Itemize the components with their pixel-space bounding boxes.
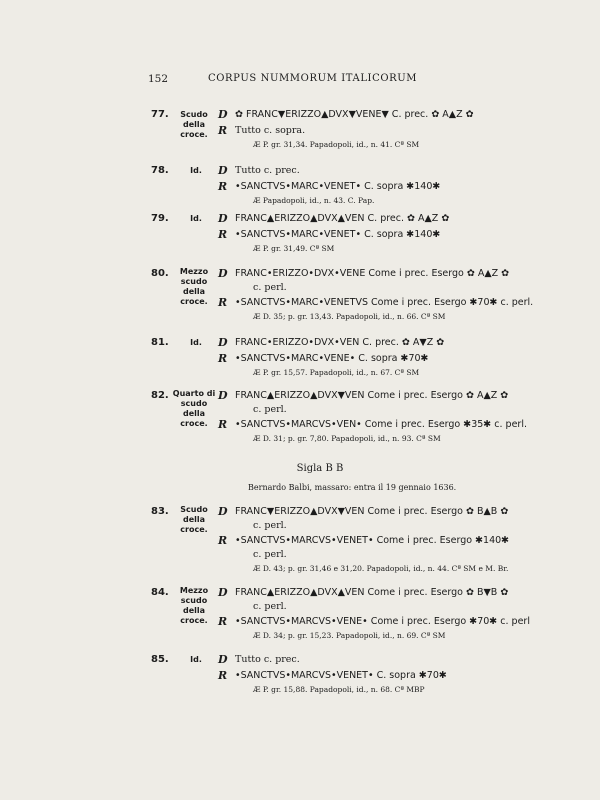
reverse-symbol: R	[218, 296, 228, 309]
entry-number: 78.	[151, 165, 169, 176]
obverse-continuation: c. perl.	[253, 282, 287, 293]
obverse-symbol: D	[218, 586, 228, 599]
entry-number: 85.	[151, 654, 169, 665]
reference-line: Æ P. gr. 31,34. Papadopoli, id., n. 41. Cª SM	[253, 140, 420, 149]
obverse-symbol: D	[218, 108, 228, 121]
obverse-symbol: D	[218, 505, 228, 518]
reverse-legend: •SANCTVS•MARCVS•VENET• Come i prec. Esergo ✱140✱	[235, 535, 510, 546]
obverse-legend: ✿ FRANC▼ERIZZO▲DVX▼VENE▼ C. prec. ✿ A▲Z ✿	[235, 109, 474, 120]
obverse-legend: Tutto c. prec.	[235, 654, 300, 665]
entry-denomination: Mezzo scudo della croce.	[179, 586, 209, 625]
entry-number: 83.	[151, 506, 169, 517]
entry-number: 80.	[151, 268, 169, 279]
obverse-symbol: D	[218, 336, 228, 349]
section-heading: Sigla B B	[296, 463, 344, 474]
reference-line: Æ P. gr. 15,88. Papadopoli, id., n. 68. Cª MBP	[253, 685, 425, 694]
entry-denomination: Scudo della croce.	[180, 110, 208, 139]
obverse-legend: FRANC•ERIZZO•DVX•VEN C. prec. ✿ A▼Z ✿	[235, 337, 445, 348]
reverse-legend: •SANCTVS•MARCVS•VENET• C. sopra ✱70✱	[235, 670, 447, 681]
entry-denomination: Id.	[190, 655, 202, 664]
reverse-legend: •SANCTVS•MARC•VENET• C. sopra ✱140✱	[235, 229, 441, 240]
reverse-symbol: R	[218, 228, 228, 241]
reverse-legend: •SANCTVS•MARCVS•VENE• Come i prec. Esergo ✱70✱ c. perl	[235, 616, 530, 627]
reverse-legend: •SANCTVS•MARCVS•VEN• Come i prec. Esergo ✱35✱ c. perl.	[235, 419, 527, 430]
reverse-legend: Tutto c. sopra.	[235, 125, 306, 136]
entry-number: 79.	[151, 213, 169, 224]
obverse-continuation: c. perl.	[253, 404, 287, 415]
entry-number: 77.	[151, 109, 169, 120]
entry-denomination: Id.	[190, 166, 202, 175]
reverse-symbol: R	[218, 669, 228, 682]
running-title: CORPUS NUMMORUM ITALICORUM	[208, 73, 418, 84]
entry-denomination: Id.	[190, 338, 202, 347]
reverse-symbol: R	[218, 124, 228, 137]
obverse-legend: FRANC▼ERIZZO▲DVX▼VEN Come i prec. Esergo ✿ B▲B ✿	[235, 506, 509, 517]
reference-line: Æ D. 35; p. gr. 13,43. Papadopoli, id., n. 66. Cª SM	[253, 312, 446, 321]
obverse-symbol: D	[218, 212, 228, 225]
reference-line: Æ D. 34; p. gr. 15,23. Papadopoli, id., n. 69. Cª SM	[253, 631, 446, 640]
reverse-legend: •SANCTVS•MARC•VENETVS Come i prec. Esergo ✱70✱ c. perl.	[235, 297, 534, 308]
obverse-continuation: c. perl.	[253, 520, 287, 531]
reverse-symbol: R	[218, 615, 228, 628]
entry-number: 82.	[151, 390, 169, 401]
page-header	[148, 73, 508, 87]
reverse-symbol: R	[218, 180, 228, 193]
obverse-legend: FRANC▲ERIZZO▲DVX▼VEN Come i prec. Esergo ✿ A▲Z ✿	[235, 390, 509, 401]
obverse-symbol: D	[218, 389, 228, 402]
reverse-legend: •SANCTVS•MARC•VENET• C. sopra ✱140✱	[235, 181, 441, 192]
obverse-symbol: D	[218, 267, 228, 280]
entry-number: 84.	[151, 587, 169, 598]
entry-denomination: Id.	[190, 214, 202, 223]
entry-number: 81.	[151, 337, 169, 348]
obverse-legend: Tutto c. prec.	[235, 165, 300, 176]
section-subtitle: Bernardo Balbi, massaro: entra il 19 gennaio 1636.	[248, 483, 457, 492]
reference-line: Æ P. gr. 15,57. Papadopoli, id., n. 67. Cª SM	[253, 368, 420, 377]
reverse-symbol: R	[218, 534, 228, 547]
reverse-legend: •SANCTVS•MARC•VENE• C. sopra ✱70✱	[235, 353, 429, 364]
obverse-continuation: c. perl.	[253, 601, 287, 612]
obverse-legend: FRANC▲ERIZZO▲DVX▲VEN Come i prec. Esergo ✿ B▼B ✿	[235, 587, 509, 598]
entry-denomination: Scudo della croce.	[180, 505, 208, 534]
obverse-legend: FRANC•ERIZZO•DVX•VENE Come i prec. Esergo ✿ A▲Z ✿	[235, 268, 510, 279]
reverse-symbol: R	[218, 418, 228, 431]
reverse-continuation: c. perl.	[253, 549, 287, 560]
reference-line: Æ D. 43; p. gr. 31,46 e 31,20. Papadopoli, id., n. 44. Cª SM e M. Br.	[253, 564, 509, 573]
reference-line: Æ D. 31; p. gr. 7,80. Papadopoli, id., n. 93. Cª SM	[253, 434, 441, 443]
reference-line: Æ P. gr. 31,49. Cª SM	[253, 244, 335, 253]
entry-denomination: Mezzo scudo della croce.	[179, 267, 209, 306]
reference-line: Æ Papadopoli, id., n. 43. C. Pap.	[253, 196, 375, 205]
reverse-symbol: R	[218, 352, 228, 365]
entry-denomination: Quarto di scudo della croce.	[172, 389, 216, 428]
obverse-legend: FRANC▲ERIZZO▲DVX▲VEN C. prec. ✿ A▲Z ✿	[235, 213, 450, 224]
obverse-symbol: D	[218, 653, 228, 666]
page-number: 152	[148, 73, 169, 85]
obverse-symbol: D	[218, 164, 228, 177]
